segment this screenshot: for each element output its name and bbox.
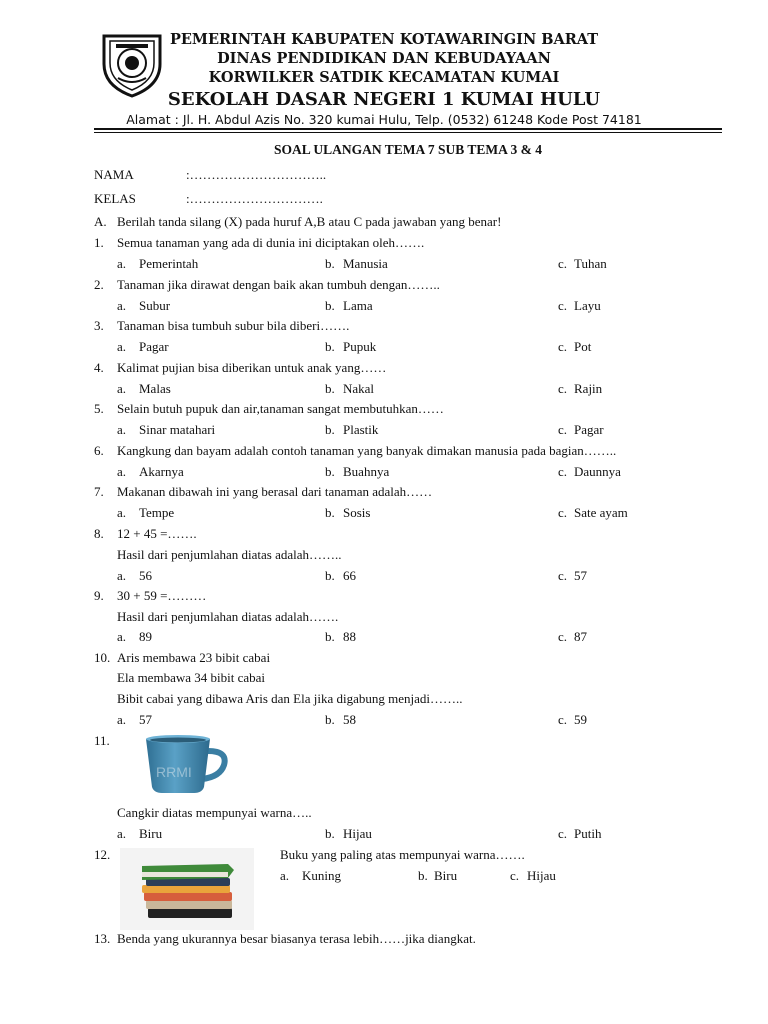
option-letter-c: c.: [558, 298, 568, 313]
option-b: Hijau: [343, 826, 372, 841]
option-c: 57: [574, 568, 587, 583]
question-text: Cangkir diatas mempunyai warna…..: [117, 805, 312, 820]
question-text-line-3: Bibit cabai yang dibawa Aris dan Ela jika digabung menjadi……..: [117, 691, 463, 706]
option-letter-c: c.: [558, 826, 568, 841]
question-text-line-2: Ela membawa 34 bibit cabai: [117, 670, 266, 685]
question-number: 5.: [94, 401, 104, 416]
option-b: 66: [343, 568, 356, 583]
question-number: 7.: [94, 484, 104, 499]
option-a: Pagar: [139, 339, 169, 354]
option-a: Kuning: [302, 868, 341, 883]
option-letter-c: c.: [558, 712, 568, 727]
option-c: Sate ayam: [574, 505, 628, 520]
option-c: Putih: [574, 826, 602, 841]
option-c: 87: [574, 629, 587, 644]
option-letter-b: b.: [325, 505, 335, 520]
option-letter-c: c.: [558, 505, 568, 520]
option-letter-c: c.: [558, 339, 568, 354]
option-letter-c: c.: [558, 568, 568, 583]
exam-title: SOAL ULANGAN TEMA 7 SUB TEMA 3 & 4: [273, 142, 543, 157]
kelas-blank: :………………………….: [186, 191, 323, 206]
kelas-label: KELAS: [94, 191, 136, 206]
question-text: Kalimat pujian bisa diberikan untuk anak yang……: [117, 360, 387, 375]
question-text: Makanan dibawah ini yang berasal dari tanaman adalah……: [117, 484, 433, 499]
letterhead-government: PEMERINTAH KABUPATEN KOTAWARINGIN BARAT: [169, 31, 599, 48]
option-letter-c: c.: [558, 256, 568, 271]
option-letter-b: b.: [325, 712, 335, 727]
question-text: Aris membawa 23 bibit cabai: [117, 650, 271, 665]
option-b: Lama: [343, 298, 373, 313]
option-letter-a: a.: [117, 298, 127, 313]
section-letter: A.: [94, 214, 107, 229]
option-a: Tempe: [139, 505, 175, 520]
option-letter-a: a.: [117, 629, 127, 644]
option-letter-a: a.: [117, 256, 127, 271]
option-letter-c: c.: [558, 629, 568, 644]
option-a: Subur: [139, 298, 171, 313]
option-b: 58: [343, 712, 356, 727]
question-number: 8.: [94, 526, 104, 541]
question-text-line-2: Hasil dari penjumlahan diatas adalah…….: [117, 609, 339, 624]
question-number: 11.: [94, 733, 110, 748]
question-text: 30 + 59 =………: [117, 588, 207, 603]
header-divider-thin: [94, 132, 722, 133]
blue-cup-image: [138, 733, 230, 795]
option-b: Sosis: [343, 505, 371, 520]
question-text: Selain butuh pupuk dan air,tanaman sangat membutuhkan……: [117, 401, 444, 416]
nama-blank: :…………………………..: [186, 167, 327, 182]
question-text-line-2: Hasil dari penjumlahan diatas adalah……..: [117, 547, 342, 562]
question-number: 3.: [94, 318, 104, 333]
option-b: 88: [343, 629, 356, 644]
option-a: Akarnya: [139, 464, 184, 479]
option-c: Rajin: [574, 381, 603, 396]
letterhead-department: DINAS PENDIDIKAN DAN KEBUDAYAAN: [217, 50, 551, 67]
option-b: Biru: [434, 868, 458, 883]
option-letter-a: a.: [117, 568, 127, 583]
option-c: Pagar: [574, 422, 604, 437]
option-letter-a: a.: [117, 381, 127, 396]
option-b: Manusia: [343, 256, 388, 271]
option-letter-a: a.: [117, 339, 127, 354]
letterhead-korwilker: KORWILKER SATDIK KECAMATAN KUMAI: [208, 69, 560, 86]
option-letter-a: a.: [280, 868, 290, 883]
question-number: 9.: [94, 588, 104, 603]
option-b: Buahnya: [343, 464, 390, 479]
question-number: 2.: [94, 277, 104, 292]
option-letter-a: a.: [117, 422, 127, 437]
question-text: Benda yang ukurannya besar biasanya terasa lebih……jika diangkat.: [117, 931, 476, 946]
option-c: Tuhan: [574, 256, 607, 271]
option-letter-c: c.: [558, 381, 568, 396]
option-letter-b: b.: [325, 381, 335, 396]
option-a: 56: [139, 568, 152, 583]
option-letter-a: a.: [117, 464, 127, 479]
option-letter-c: c.: [558, 422, 568, 437]
option-letter-b: b.: [325, 568, 335, 583]
option-letter-b: b.: [325, 826, 335, 841]
book-stack-image: [120, 848, 254, 930]
option-letter-c: c.: [558, 464, 568, 479]
section-instruction: Berilah tanda silang (X) pada huruf A,B atau C pada jawaban yang benar!: [117, 214, 502, 229]
option-letter-b: b.: [325, 422, 335, 437]
school-name: SEKOLAH DASAR NEGERI 1 KUMAI HULU: [167, 89, 601, 110]
option-a: Sinar matahari: [139, 422, 216, 437]
question-text: Kangkung dan bayam adalah contoh tanaman yang banyak dimakan manusia pada bagian……..: [117, 443, 617, 458]
option-letter-b: b.: [325, 464, 335, 479]
option-c: Hijau: [527, 868, 556, 883]
option-a: Pemerintah: [139, 256, 199, 271]
option-letter-b: b.: [325, 339, 335, 354]
option-c: Daunnya: [574, 464, 621, 479]
svg-text:RRMI: RRMI: [156, 764, 192, 780]
option-a: 57: [139, 712, 152, 727]
question-number: 12.: [94, 847, 111, 862]
question-number: 4.: [94, 360, 104, 375]
question-number: 10.: [94, 650, 111, 665]
option-a: Malas: [139, 381, 171, 396]
nama-label: NAMA: [94, 167, 134, 182]
option-c: 59: [574, 712, 587, 727]
question-text: Tanaman bisa tumbuh subur bila diberi…….: [117, 318, 350, 333]
option-letter-c: c.: [510, 868, 520, 883]
header-divider-thick: [94, 128, 722, 130]
question-text: Tanaman jika dirawat dengan baik akan tumbuh dengan……..: [117, 277, 440, 292]
question-number: 6.: [94, 443, 104, 458]
option-a: Biru: [139, 826, 163, 841]
option-letter-b: b.: [325, 256, 335, 271]
question-number: 13.: [94, 931, 111, 946]
question-text: Semua tanaman yang ada di dunia ini diciptakan oleh…….: [117, 235, 425, 250]
question-number: 1.: [94, 235, 104, 250]
option-letter-a: a.: [117, 505, 127, 520]
question-text: Buku yang paling atas mempunyai warna…….: [280, 847, 525, 862]
option-letter-b: b.: [325, 298, 335, 313]
option-b: Nakal: [343, 381, 375, 396]
option-letter-b: b.: [418, 868, 428, 883]
question-text: 12 + 45 =…….: [117, 526, 197, 541]
option-c: Pot: [574, 339, 592, 354]
option-letter-a: a.: [117, 712, 127, 727]
option-letter-a: a.: [117, 826, 127, 841]
option-b: Pupuk: [343, 339, 377, 354]
option-c: Layu: [574, 298, 601, 313]
school-address: Alamat : Jl. H. Abdul Azis No. 320 kumai Hulu, Telp. (0532) 61248 Kode Post 74181: [126, 112, 642, 127]
option-b: Plastik: [343, 422, 379, 437]
option-letter-b: b.: [325, 629, 335, 644]
option-a: 89: [139, 629, 152, 644]
